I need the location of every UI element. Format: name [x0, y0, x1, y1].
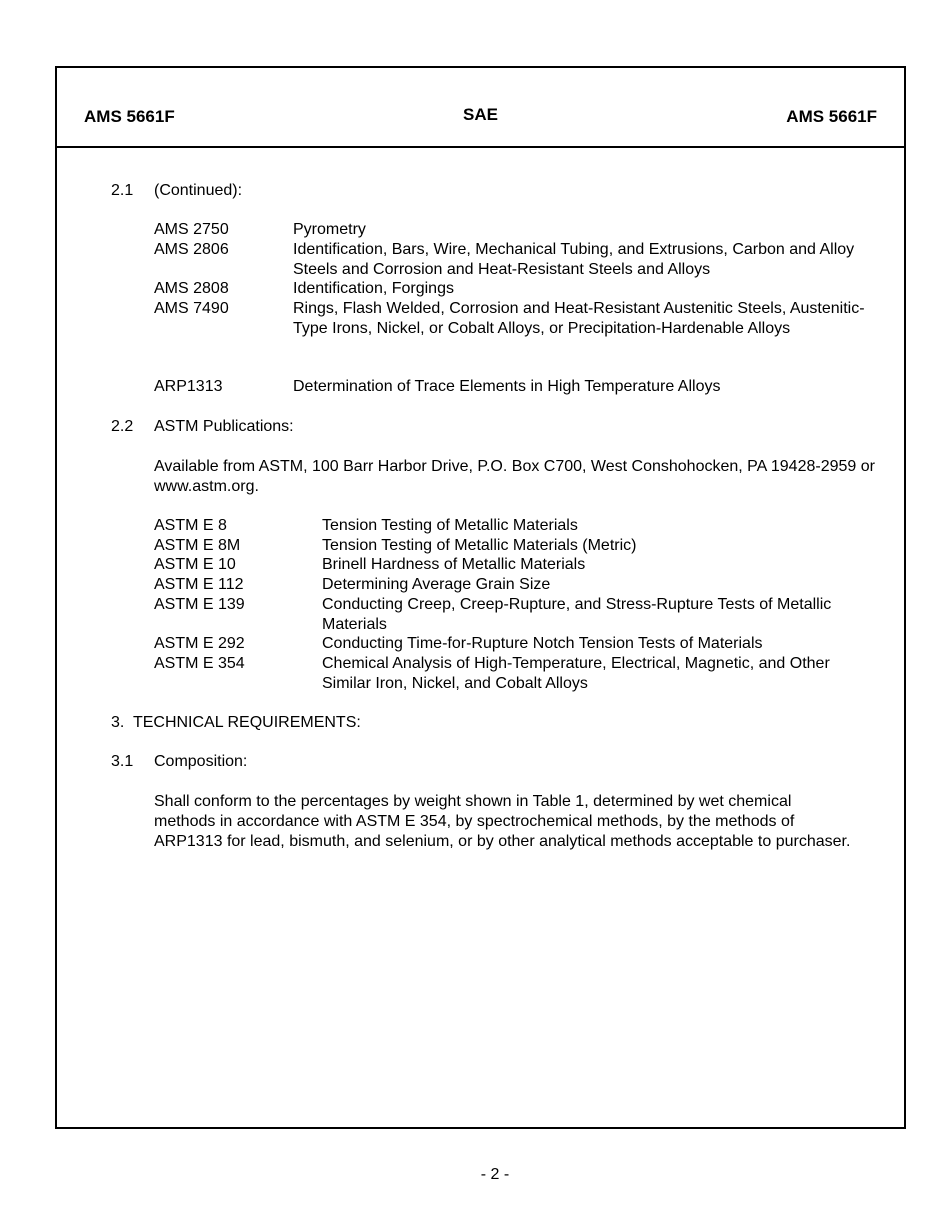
ref-code: AMS 7490: [154, 300, 229, 317]
ref-desc: Rings, Flash Welded, Corrosion and Heat-Resistant Austenitic Steels, Austenitic-Type Irons, Nickel, or Cobalt Alloys, or Precipitation-Hardenable Alloys: [293, 300, 865, 337]
section-heading: 3. TECHNICAL REQUIREMENTS:: [111, 714, 361, 731]
ref-desc: Determination of Trace Elements in High Temperature Alloys: [293, 378, 721, 395]
doc-code-right: AMS 5661F: [786, 107, 877, 126]
section-title: Composition:: [154, 753, 248, 770]
page-header: [57, 68, 904, 148]
ref-desc: Pyrometry: [293, 221, 366, 238]
ref-code: ARP1313: [154, 378, 223, 395]
section-title: (Continued):: [154, 182, 243, 199]
availability-text: Available from ASTM, 100 Barr Harbor Drive, P.O. Box C700, West Conshohocken, PA 19428-2959 or www.astm.org.: [154, 458, 875, 495]
section-title: ASTM Publications:: [154, 418, 294, 435]
ref-code: ASTM E 292: [154, 635, 245, 652]
ref-desc: Chemical Analysis of High-Temperature, Electrical, Magnetic, and Other Similar Iron, Nickel, and Cobalt Alloys: [322, 655, 830, 692]
ref-desc: Conducting Time-for-Rupture Notch Tension Tests of Materials: [322, 635, 763, 652]
ref-code: ASTM E 10: [154, 556, 236, 573]
section-number: 3.1: [111, 753, 134, 770]
composition-body: Shall conform to the percentages by weight shown in Table 1, determined by wet chemical methods in accordance with ASTM E 354, by spectrochemical methods, by the methods of ARP1313 for lead, bismuth, and selenium, or by other analytical methods acceptable to purchaser.: [154, 793, 851, 850]
ref-code: ASTM E 8: [154, 517, 227, 534]
ref-code: ASTM E 112: [154, 576, 244, 593]
ref-code: ASTM E 354: [154, 655, 245, 672]
org-name: SAE: [463, 105, 498, 124]
ref-desc: Identification, Bars, Wire, Mechanical Tubing, and Extrusions, Carbon and Alloy Steels and Corrosion and Heat-Resistant Steels and Alloys: [293, 241, 855, 278]
ref-code: ASTM E 8M: [154, 537, 241, 554]
page-number: - 2 -: [480, 1166, 510, 1183]
ref-desc: Determining Average Grain Size: [322, 576, 551, 593]
doc-code-left: AMS 5661F: [84, 107, 175, 126]
ref-desc: Identification, Forgings: [293, 280, 454, 297]
ref-code: AMS 2750: [154, 221, 229, 238]
section-number: 2.1: [111, 182, 134, 199]
ref-desc: Tension Testing of Metallic Materials: [322, 517, 578, 534]
section-number: 2.2: [111, 418, 134, 435]
ref-desc: Brinell Hardness of Metallic Materials: [322, 556, 586, 573]
ref-desc: Tension Testing of Metallic Materials (Metric): [322, 537, 637, 554]
ref-desc: Conducting Creep, Creep-Rupture, and Stress-Rupture Tests of Metallic Materials: [322, 596, 832, 633]
ref-code: AMS 2808: [154, 280, 229, 297]
ref-code: AMS 2806: [154, 241, 229, 258]
ref-code: ASTM E 139: [154, 596, 245, 613]
